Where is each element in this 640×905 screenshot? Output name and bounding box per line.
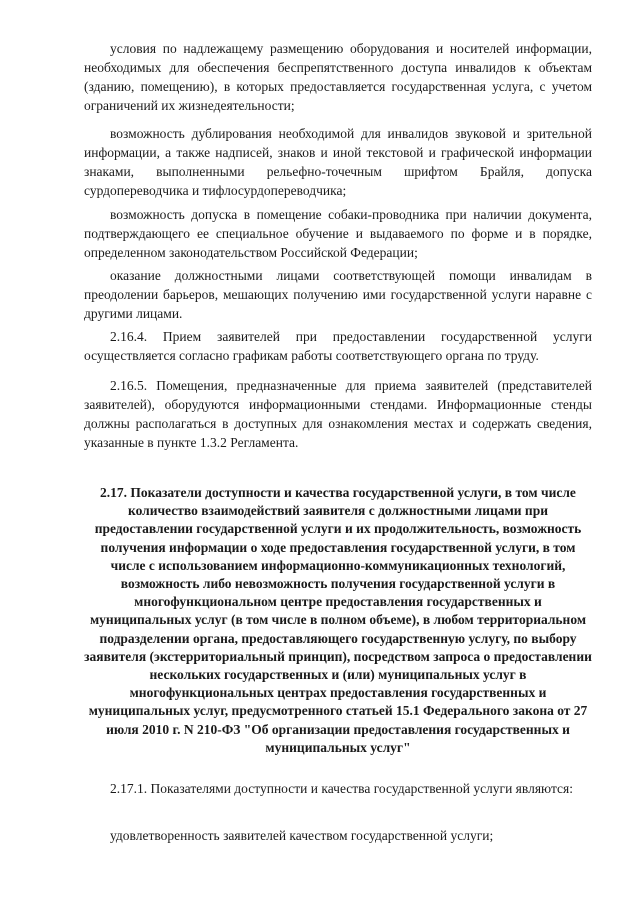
section-heading-2-17: 2.17. Показатели доступности и качества государственной услуги, в том числе количество взаимодействий заявителя с должностными лицами при предоставлении государственной услуги и их продолжительность, возможность получения информации о ходе предоставления государственной услуги, в том числе с использованием информационно-коммуникационных технологий, возможность либо невозможность получения государственной услуги в многофункциональном центре предоставления государственных и муниципальных услуг (в том числе в полном объеме), в любом территориальном подразделении органа, предоставляющего государственную услугу, по выбору заявителя (экстерриториальный принцип), посредством запроса о предоставлении нескольких государственных и (или) муниципальных услуг в многофункциональных центрах предоставления государственных и муниципальных услуг, предусмотренного статьей 15.1 Федерального закона от 27 июля 2010 г. N 210-ФЗ "Об организации предоставления государственных и муниципальных услуг"	[84, 485, 592, 755]
paragraph-2-16-5: 2.16.5. Помещения, предназначенные для приема заявителей (представителей заявителей), оборудуются информационными стендами. Информационные стенды должны располагаться в доступных для ознакомления местах и содержать сведения, указанные в пункте 1.3.2 Регламента.	[84, 378, 592, 450]
paragraph-assistance-barriers: оказание должностными лицами соответствующей помощи инвалидам в преодолении барьеров, мешающих получению ими государственной услуги наравне с другими лицами.	[84, 268, 592, 321]
paragraph-guide-dog-access: возможность допуска в помещение собаки-проводника при наличии документа, подтверждающего ее специальное обучение и выдаваемого по форме и в порядке, определенном законодательством Российской Федерации;	[84, 207, 592, 260]
paragraph-2-17-1: 2.17.1. Показателями доступности и качества государственной услуги являются:	[110, 781, 573, 796]
paragraph-information-duplication: возможность дублирования необходимой для инвалидов звуковой и зрительной информации, а также надписей, знаков и иной текстовой и графической информации знаками, выполненными рельефно-точечным шрифтом Брайля, допуска сурдопереводчика и тифлосурдопереводчика;	[84, 126, 592, 198]
paragraph-applicant-satisfaction: удовлетворенность заявителей качеством государственной услуги;	[110, 828, 494, 843]
paragraph-equipment-placement: условия по надлежащему размещению оборудования и носителей информации, необходимых для обеспечения беспрепятственного доступа инвалидов к объектам (зданию, помещению), в которых предоставляется государственная услуга, с учетом ограничений их жизнедеятельности;	[84, 41, 592, 113]
paragraph-2-16-4: 2.16.4. Прием заявителей при предоставлении государственной услуги осуществляется согласно графикам работы соответствующего органа по труду.	[84, 329, 592, 363]
